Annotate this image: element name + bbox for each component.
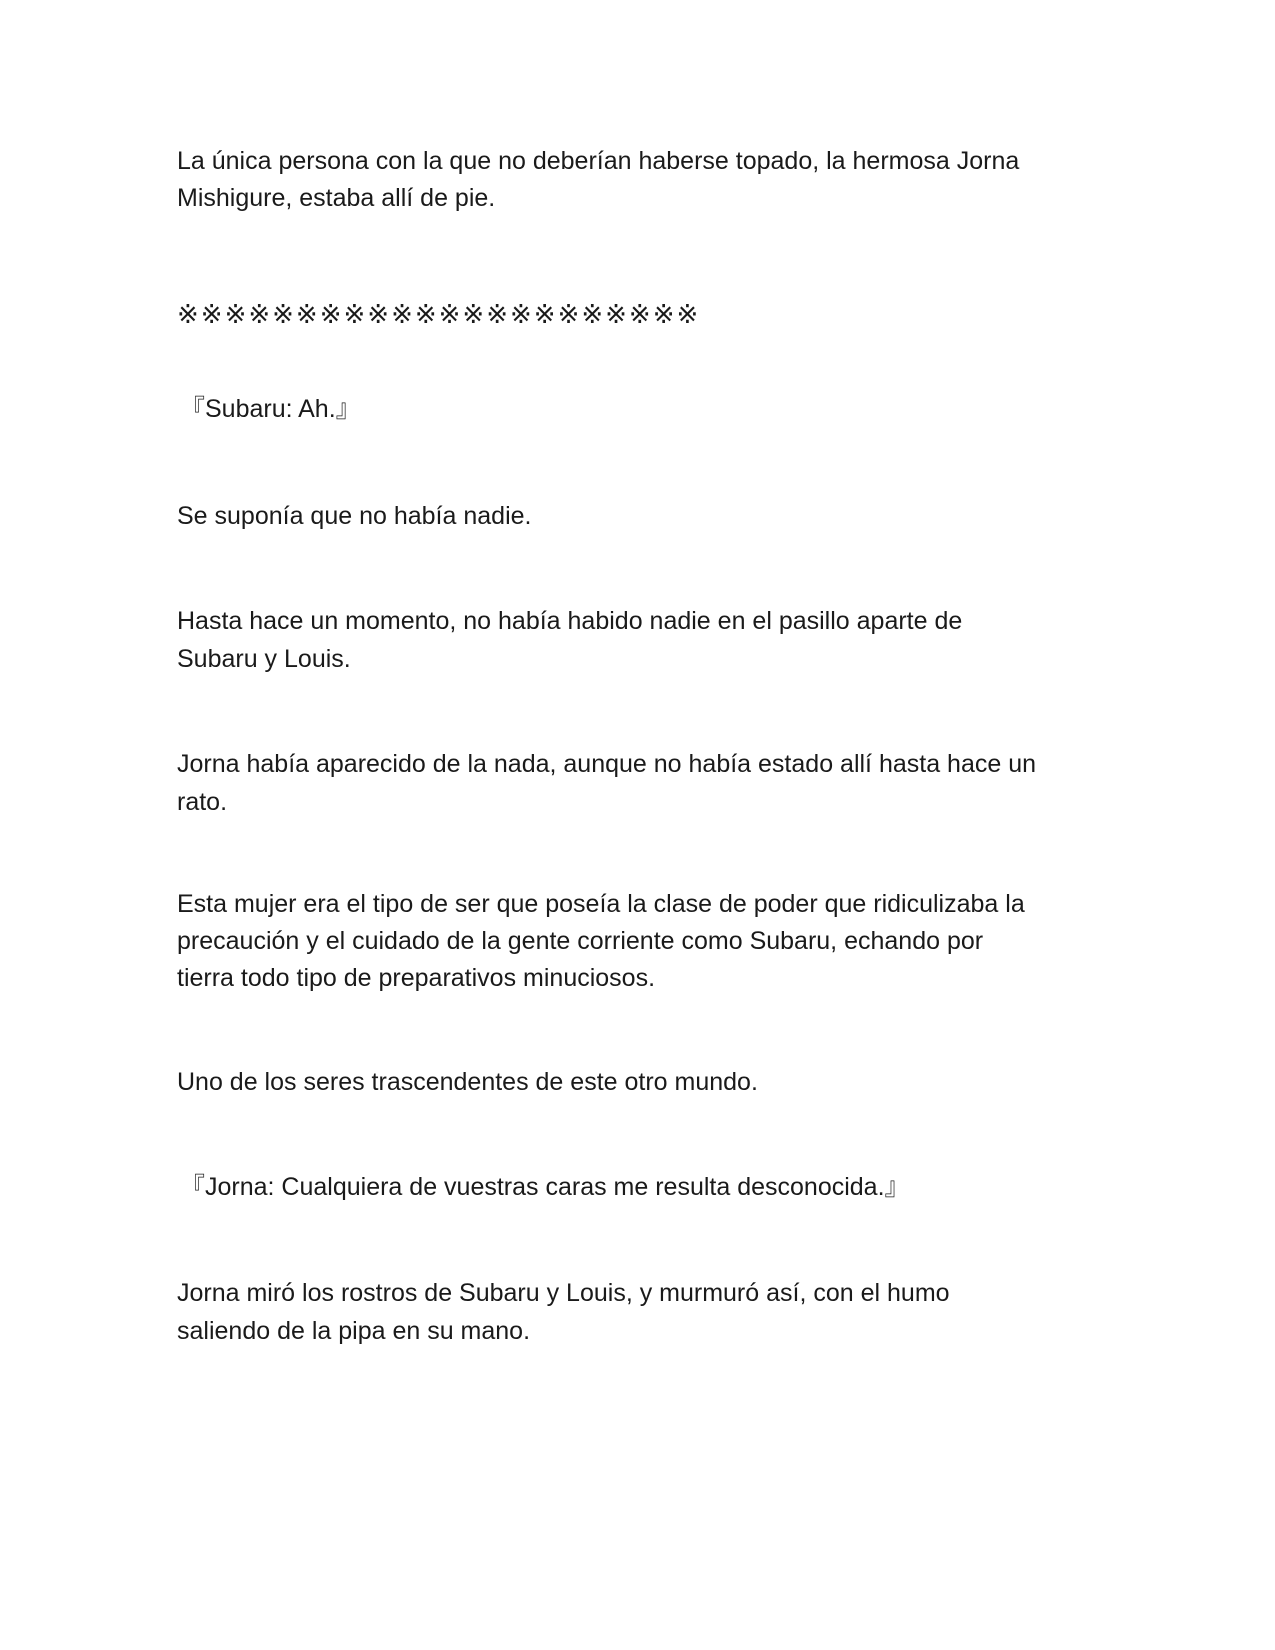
paragraph-line: saliendo de la pipa en su mano. <box>177 1317 531 1345</box>
paragraph-line: Mishigure, estaba allí de pie. <box>177 184 496 212</box>
paragraph-line: La única persona con la que no deberían haberse topado, la hermosa Jorna <box>177 147 1020 175</box>
paragraph-line: rato. <box>177 788 228 816</box>
dialogue-line: 『Subaru: Ah.』 <box>180 395 361 423</box>
paragraph-line: Hasta hace un momento, no había habido nadie en el pasillo aparte de <box>177 607 963 635</box>
paragraph-line: Se suponía que no había nadie. <box>177 502 532 530</box>
scene-separator: ※※※※※※※※※※※※※※※※※※※※※※ <box>177 300 701 330</box>
paragraph-line: Jorna había aparecido de la nada, aunque no había estado allí hasta hace un <box>177 750 1037 778</box>
paragraph-line: tierra todo tipo de preparativos minuciosos. <box>177 964 656 992</box>
paragraph-line: Esta mujer era el tipo de ser que poseía la clase de poder que ridiculizaba la <box>177 890 1025 918</box>
paragraph-line: Subaru y Louis. <box>177 645 351 673</box>
dialogue-line: 『Jorna: Cualquiera de vuestras caras me resulta desconocida.』 <box>180 1173 910 1201</box>
paragraph-line: Uno de los seres trascendentes de este otro mundo. <box>177 1068 758 1096</box>
paragraph-line: Jorna miró los rostros de Subaru y Louis, y murmuró así, con el humo <box>177 1279 950 1307</box>
paragraph-line: precaución y el cuidado de la gente corriente como Subaru, echando por <box>177 927 984 955</box>
